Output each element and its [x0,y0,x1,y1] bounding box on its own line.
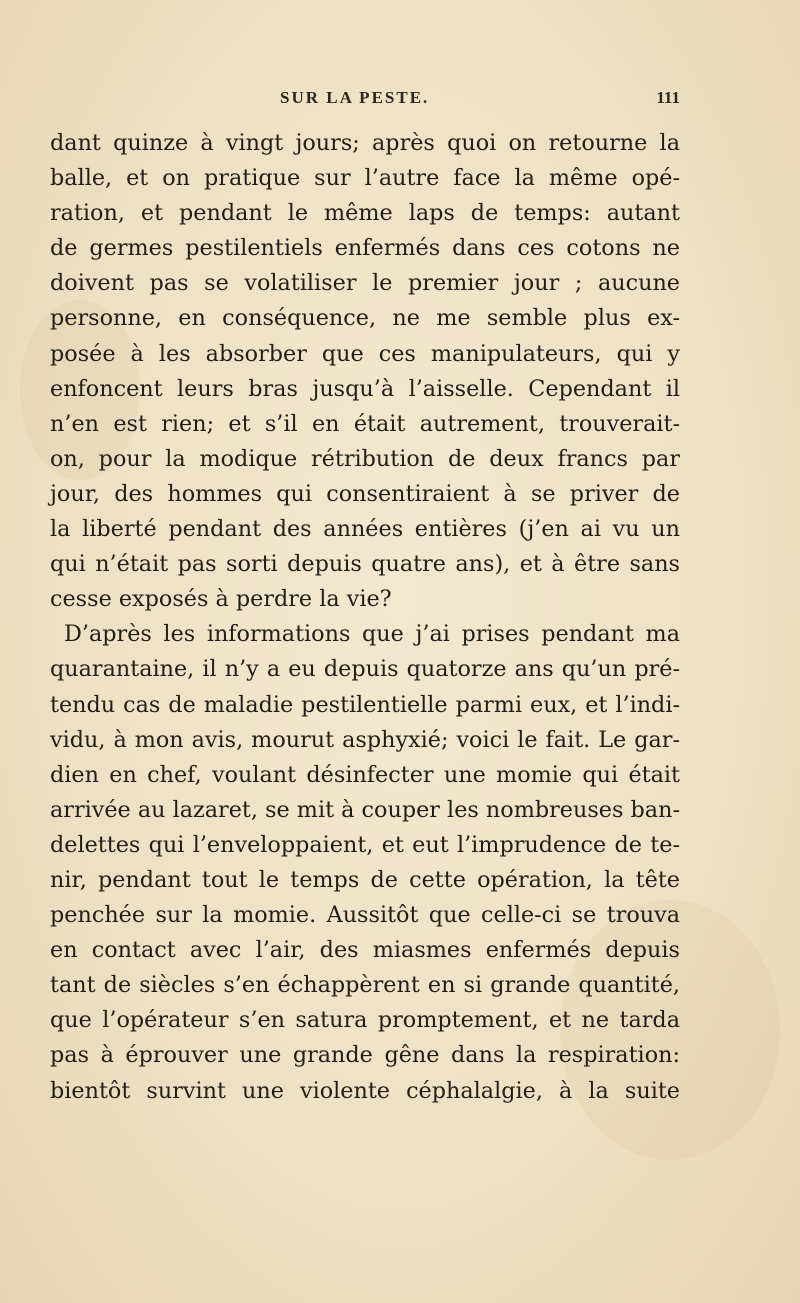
page-header [50,88,680,118]
text-line: bientôt survint une violente céphalalgie, à la suite [50,1077,680,1104]
text-line: on, pour la modique rétribution de deux francs par [50,445,680,472]
text-line: la liberté pendant des années entières (j’en ai vu un [50,516,680,543]
text-line: vidu, à mon avis, mourut asphyxié; voici le fait. Le gar- [50,726,680,753]
text-line: posée à les absorber que ces manipulateurs, qui y [50,340,680,367]
page-number: 111 [656,88,680,107]
text-line: cesse exposés à perdre la vie? [50,586,392,613]
text-line: dant quinze à vingt jours; après quoi on retourne la [50,130,680,156]
text-line: D’après les informations que j’ai prises pendant ma [64,621,680,648]
text-line: jour, des hommes qui consentiraient à se priver de [50,480,680,507]
text-line: n’en est rien; et s’il en était autrement, trouverait- [50,410,680,437]
text-line: en contact avec l’air, des miasmes enfermés depuis [50,937,680,964]
text-line: personne, en conséquence, ne me semble plus ex- [50,305,680,332]
text-line: arrivée au lazaret, se mit à couper les nombreuses ban- [50,796,680,823]
text-line: ration, et pendant le même laps de temps: autant [50,200,680,227]
text-line: delettes qui l’enveloppaient, et eut l’imprudence de te- [50,831,680,858]
text-line: doivent pas se volatiliser le premier jour ; aucune [50,270,680,297]
text-line: penchée sur la momie. Aussitôt que celle-ci se trouva [50,902,680,929]
text-line: dien en chef, voulant désinfecter une momie qui était [50,761,680,788]
text-line: pas à éprouver une grande gêne dans la respiration: [50,1042,680,1069]
text-line: nir, pendant tout le temps de cette opération, la tête [50,866,680,893]
text-line: tant de siècles s’en échappèrent en si grande quantité, [50,972,680,999]
running-title: SUR LA PESTE. [280,88,430,107]
text-line: enfoncent leurs bras jusqu’à l’aisselle. Cependant il [50,375,680,402]
text-line: quarantaine, il n’y a eu depuis quatorze ans qu’un pré- [50,656,680,683]
text-line: tendu cas de maladie pestilentielle parmi eux, et l’indi- [50,691,680,718]
text-line: qui n’était pas sorti depuis quatre ans), et à être sans [50,551,680,578]
text-line: balle, et on pratique sur l’autre face la même opé- [50,165,680,192]
text-line: de germes pestilentiels enfermés dans ces cotons ne [50,235,680,262]
body-text [50,126,680,1109]
text-line: que l’opérateur s’en satura promptement, et ne tarda [50,1007,680,1034]
